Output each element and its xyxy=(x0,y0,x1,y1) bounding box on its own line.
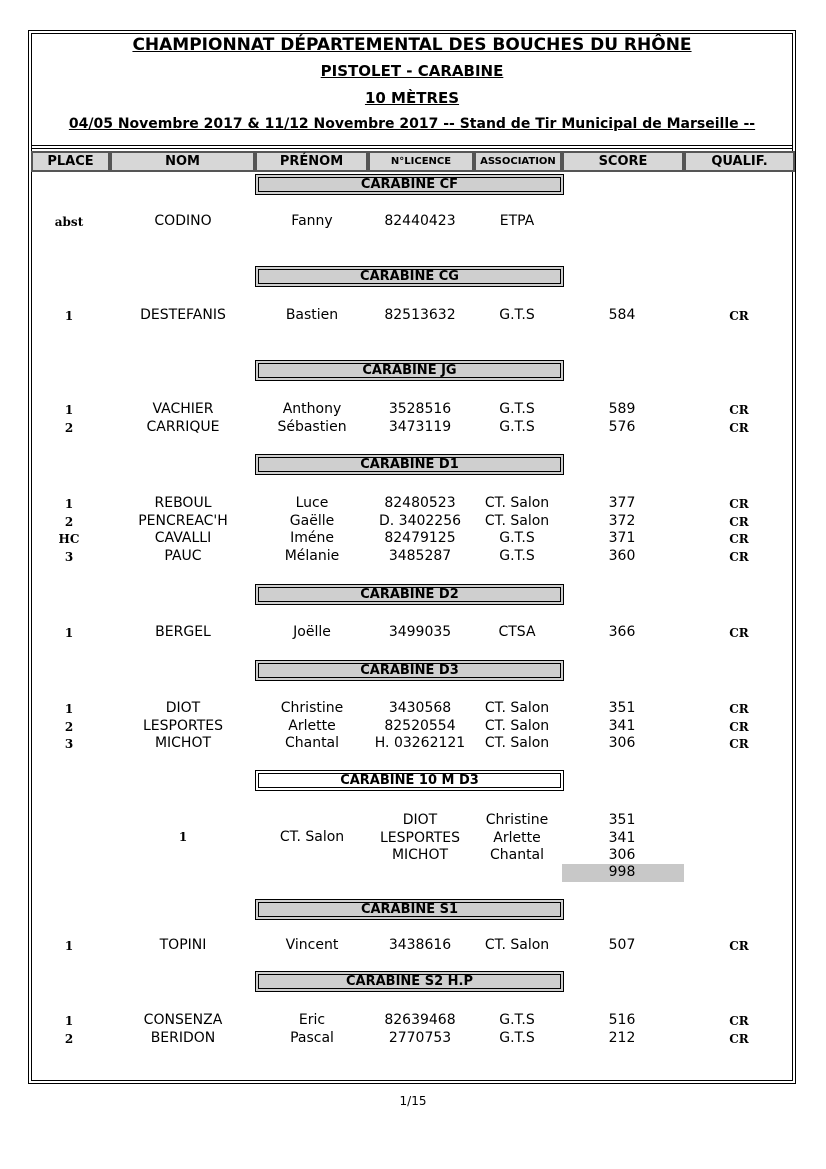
category-header xyxy=(255,266,564,287)
row-association: CT. Salon xyxy=(484,700,550,716)
row-association: CT. Salon xyxy=(484,717,550,734)
row-nom: REBOUL xyxy=(154,495,212,511)
category-header xyxy=(255,454,564,475)
row-place: 1 xyxy=(64,702,74,716)
team-place: 1 xyxy=(178,830,188,844)
row-score: 589 xyxy=(608,401,636,417)
row-place: 1 xyxy=(64,403,74,417)
row-qualif: CR xyxy=(729,939,749,953)
row-licence: 2770753 xyxy=(388,1029,452,1046)
row-qualif: CR xyxy=(729,514,749,529)
row-nom: CONSENZA xyxy=(143,1012,223,1028)
row-association: CT. Salon xyxy=(484,937,550,953)
row-licence: 82520554 xyxy=(384,717,456,734)
row-prenom: Chantal xyxy=(284,735,340,751)
row-score: 341 xyxy=(608,717,636,734)
row-association: G.T.S xyxy=(499,307,535,323)
category-header xyxy=(255,971,564,992)
category-label: CARABINE S1 xyxy=(360,902,459,917)
row-licence: H. 03262121 xyxy=(374,735,466,751)
row-licence: 3430568 xyxy=(388,700,452,716)
row-qualif: CR xyxy=(729,1031,749,1046)
row-place: 1 xyxy=(64,309,74,323)
row-score: 366 xyxy=(608,624,636,640)
row-prenom: Luce xyxy=(295,495,329,511)
category-label: CARABINE CG xyxy=(360,269,459,284)
team-member-score: 341 xyxy=(608,829,636,846)
column-header-6: QUALIF. xyxy=(684,151,795,172)
row-licence: 3473119 xyxy=(388,418,452,435)
row-qualif: CR xyxy=(729,403,749,417)
category-label: CARABINE S2 H.P xyxy=(346,974,473,989)
row-place: 2 xyxy=(64,420,74,435)
row-association: G.T.S xyxy=(499,1012,535,1028)
row-prenom: Sébastien xyxy=(277,418,347,435)
row-prenom: Anthony xyxy=(282,401,342,417)
row-nom: PAUC xyxy=(164,548,202,565)
row-licence: 3485287 xyxy=(388,548,452,565)
row-prenom: Gaëlle xyxy=(289,512,335,529)
row-prenom: Pascal xyxy=(290,1029,334,1046)
row-score: 507 xyxy=(608,937,636,953)
row-licence: 82440423 xyxy=(384,213,456,229)
category-header xyxy=(255,584,564,605)
category-label: CARABINE D3 xyxy=(360,663,459,678)
row-licence: 82479125 xyxy=(384,530,456,547)
team-member-score: 351 xyxy=(608,812,636,828)
row-prenom: Iméne xyxy=(290,530,334,547)
document-subtitle: PISTOLET - CARABINE xyxy=(320,62,504,80)
row-association: CT. Salon xyxy=(484,512,550,529)
category-header xyxy=(255,174,564,195)
row-association: CT. Salon xyxy=(484,735,550,751)
row-nom: TOPINI xyxy=(159,937,207,953)
row-association: G.T.S xyxy=(499,418,535,435)
row-association: G.T.S xyxy=(499,530,535,547)
row-nom: BERGEL xyxy=(155,624,211,640)
row-nom: VACHIER xyxy=(152,401,214,417)
team-total-score: 998 xyxy=(608,864,636,880)
row-qualif: CR xyxy=(729,532,749,547)
row-qualif: CR xyxy=(729,550,749,565)
row-qualif: CR xyxy=(729,420,749,435)
row-licence: 3528516 xyxy=(388,401,452,417)
row-score: 351 xyxy=(608,700,636,716)
row-place: 2 xyxy=(64,514,74,529)
row-prenom: Joëlle xyxy=(293,624,331,640)
team-member-score: 306 xyxy=(608,847,636,863)
row-licence: 82513632 xyxy=(384,307,456,323)
row-nom: CAVALLI xyxy=(154,530,212,547)
row-prenom: Mélanie xyxy=(284,548,340,565)
row-place: 3 xyxy=(64,737,74,751)
row-licence: 82480523 xyxy=(384,495,456,511)
row-nom: BERIDON xyxy=(150,1029,216,1046)
row-place: abst xyxy=(54,215,84,229)
document-title: CHAMPIONNAT DÉPARTEMENTAL DES BOUCHES DU RHÔNE xyxy=(132,35,692,55)
row-nom: LESPORTES xyxy=(143,717,223,734)
category-header xyxy=(255,770,564,791)
row-qualif: CR xyxy=(729,702,749,716)
category-label: CARABINE 10 M D3 xyxy=(340,773,479,788)
header-separator xyxy=(31,145,793,146)
page-number: 1/15 xyxy=(399,1094,427,1108)
team-member-nom: LESPORTES xyxy=(380,829,460,846)
row-qualif: CR xyxy=(729,719,749,734)
row-place: 2 xyxy=(64,719,74,734)
team-club: CT. Salon xyxy=(279,829,345,845)
column-header-0: PLACE xyxy=(31,151,110,172)
row-qualif: CR xyxy=(729,626,749,640)
row-prenom: Fanny xyxy=(291,213,333,229)
team-member-prenom: Christine xyxy=(485,812,549,828)
row-nom: DIOT xyxy=(165,700,201,716)
row-licence: 3438616 xyxy=(388,937,452,953)
row-score: 584 xyxy=(608,307,636,323)
row-place: HC xyxy=(58,532,80,547)
row-place: 3 xyxy=(64,550,74,565)
header-separator-2 xyxy=(31,148,793,149)
row-nom: CODINO xyxy=(154,213,212,229)
team-member-nom: DIOT xyxy=(402,812,438,828)
row-place: 1 xyxy=(64,1014,74,1028)
row-score: 371 xyxy=(608,530,636,547)
row-score: 516 xyxy=(608,1012,636,1028)
row-licence: 3499035 xyxy=(388,624,452,640)
row-qualif: CR xyxy=(729,309,749,323)
row-association: G.T.S xyxy=(499,548,535,565)
row-nom: PENCREAC'H xyxy=(138,512,228,529)
row-place: 1 xyxy=(64,626,74,640)
team-member-nom: MICHOT xyxy=(391,847,449,863)
row-prenom: Vincent xyxy=(285,937,339,953)
row-score: 576 xyxy=(608,418,636,435)
team-member-prenom: Arlette xyxy=(493,829,541,846)
row-score: 372 xyxy=(608,512,636,529)
row-prenom: Eric xyxy=(298,1012,326,1028)
row-score: 306 xyxy=(608,735,636,751)
column-header-1: NOM xyxy=(110,151,255,172)
column-header-5: SCORE xyxy=(562,151,684,172)
row-nom: CARRIQUE xyxy=(146,418,220,435)
row-prenom: Arlette xyxy=(288,717,336,734)
row-place: 1 xyxy=(64,939,74,953)
row-score: 360 xyxy=(608,548,636,565)
team-member-prenom: Chantal xyxy=(489,847,545,863)
column-header-3: N°LICENCE xyxy=(368,151,474,172)
row-association: CTSA xyxy=(498,624,536,640)
row-prenom: Bastien xyxy=(285,307,339,323)
row-score: 212 xyxy=(608,1029,636,1046)
row-prenom: Christine xyxy=(280,700,344,716)
category-header xyxy=(255,360,564,381)
row-association: G.T.S xyxy=(499,1029,535,1046)
row-place: 2 xyxy=(64,1031,74,1046)
row-licence: 82639468 xyxy=(384,1012,456,1028)
row-score: 377 xyxy=(608,495,636,511)
row-association: ETPA xyxy=(499,213,535,229)
category-label: CARABINE CF xyxy=(360,177,459,192)
category-label: CARABINE D1 xyxy=(360,457,459,472)
row-qualif: CR xyxy=(729,737,749,751)
row-nom: MICHOT xyxy=(154,735,212,751)
row-place: 1 xyxy=(64,497,74,511)
row-association: G.T.S xyxy=(499,401,535,417)
row-nom: DESTEFANIS xyxy=(140,307,226,323)
column-header-4: ASSOCIATION xyxy=(474,151,562,172)
document-dates: 04/05 Novembre 2017 & 11/12 Novembre 2017 -- Stand de Tir Municipal de Marseille -- xyxy=(68,116,756,132)
row-association: CT. Salon xyxy=(484,495,550,511)
category-header xyxy=(255,899,564,920)
row-licence: D. 3402256 xyxy=(378,512,462,529)
row-qualif: CR xyxy=(729,1014,749,1028)
document-distance: 10 MÈTRES xyxy=(364,89,460,107)
category-label: CARABINE D2 xyxy=(360,587,459,602)
category-label: CARABINE JG xyxy=(362,363,457,378)
row-qualif: CR xyxy=(729,497,749,511)
category-header xyxy=(255,660,564,681)
column-header-2: PRÉNOM xyxy=(255,151,368,172)
